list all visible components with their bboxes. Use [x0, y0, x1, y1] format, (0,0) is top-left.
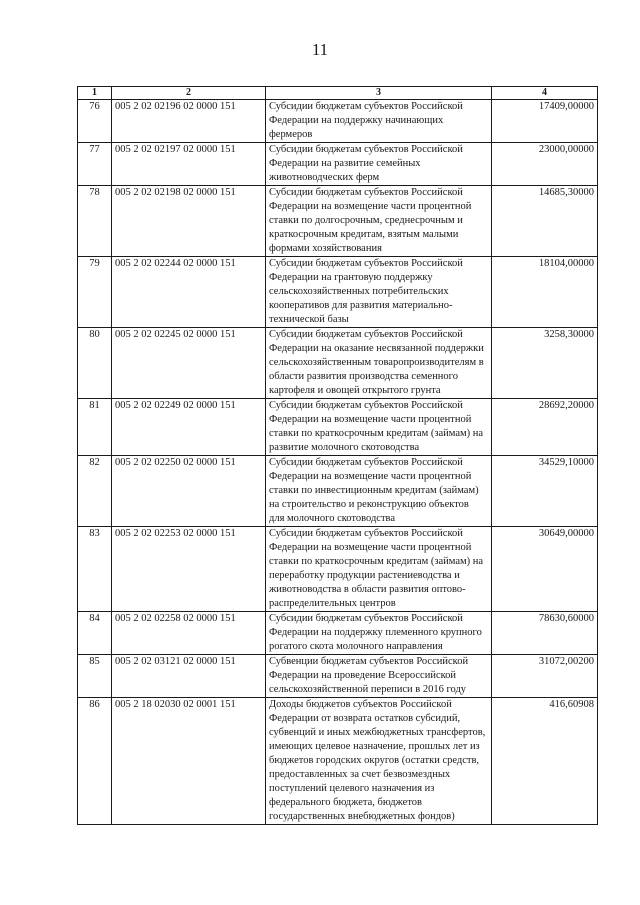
- revenue-name-line: субвенций и иных межбюджетных трансфертов,: [269, 727, 486, 738]
- amount: 416,60908: [492, 698, 598, 825]
- amount: 30649,00000: [492, 527, 598, 612]
- revenue-name-line: Субсидии бюджетам субъектов Российской: [269, 457, 463, 468]
- table-row: [78, 527, 598, 612]
- revenue-name-line: Субсидии бюджетам субъектов Российской: [269, 400, 463, 411]
- row-number: 83: [78, 527, 112, 612]
- table-row: [78, 399, 598, 456]
- revenue-name-line: фермеров: [269, 129, 313, 140]
- revenue-name-line: ставки по краткосрочным кредитам (займам) на: [269, 428, 484, 439]
- amount: 18104,00000: [492, 257, 598, 328]
- revenue-name-line: бюджетов городских округов (остатки средств,: [269, 755, 480, 766]
- revenue-name-line: области развития производства семенного: [269, 371, 458, 382]
- budget-code: 005 2 02 02245 02 0000 151: [112, 328, 266, 399]
- revenue-name-line: сельскохозяйственной переписи в 2016 году: [269, 684, 467, 695]
- revenue-name-line: животноводства в области развития оптово-: [269, 584, 466, 595]
- row-number: 79: [78, 257, 112, 328]
- revenue-name-line: Федерации на оказание несвязанной поддержки: [269, 343, 484, 354]
- revenue-name-line: ставки по инвестиционным кредитам (займам): [269, 485, 479, 496]
- revenue-name-line: поступлений целевого назначения из: [269, 783, 435, 794]
- table-row: [78, 328, 598, 399]
- budget-code: 005 2 02 02197 02 0000 151: [112, 143, 266, 186]
- budget-table: [77, 86, 598, 825]
- revenue-name-line: сельскохозяйственным товаропроизводителям в: [269, 357, 484, 368]
- revenue-name-line: ставки по краткосрочным кредитам (займам) на: [269, 556, 484, 567]
- revenue-name-line: Федерации от возврата остатков субсидий,: [269, 713, 461, 724]
- table-row: [78, 612, 598, 655]
- revenue-name-line: формами хозяйствования: [269, 243, 382, 254]
- revenue-name-line: технической базы: [269, 314, 349, 325]
- revenue-name: [266, 612, 492, 655]
- revenue-name-line: картофеля и овощей открытого грунта: [269, 385, 441, 396]
- amount: 14685,30000: [492, 186, 598, 257]
- revenue-name-line: развитие молочного скотоводства: [269, 442, 420, 453]
- revenue-name: [266, 655, 492, 698]
- budget-code: 005 2 02 02250 02 0000 151: [112, 456, 266, 527]
- amount: 78630,60000: [492, 612, 598, 655]
- budget-code: 005 2 02 02253 02 0000 151: [112, 527, 266, 612]
- revenue-name-line: Субсидии бюджетам субъектов Российской: [269, 187, 463, 198]
- header-col-1: 1: [78, 87, 112, 100]
- table-row: [78, 143, 598, 186]
- revenue-name: [266, 399, 492, 456]
- amount: 31072,00200: [492, 655, 598, 698]
- row-number: 76: [78, 100, 112, 143]
- budget-code: 005 2 02 02258 02 0000 151: [112, 612, 266, 655]
- revenue-name-line: Федерации на возмещение части процентной: [269, 471, 472, 482]
- revenue-name-line: кооперативов для развития материально-: [269, 300, 453, 311]
- revenue-name: [266, 186, 492, 257]
- revenue-name-line: краткосрочным кредитам, взятым малыми: [269, 229, 459, 240]
- amount: 28692,20000: [492, 399, 598, 456]
- revenue-name: [266, 100, 492, 143]
- revenue-name-line: рогатого скота молочного направления: [269, 641, 443, 652]
- amount: 17409,00000: [492, 100, 598, 143]
- row-number: 77: [78, 143, 112, 186]
- revenue-name-line: ставки по долгосрочным, среднесрочным и: [269, 215, 463, 226]
- row-number: 78: [78, 186, 112, 257]
- revenue-name-line: Субсидии бюджетам субъектов Российской: [269, 528, 463, 539]
- revenue-name: [266, 698, 492, 825]
- row-number: 82: [78, 456, 112, 527]
- budget-code: 005 2 02 02249 02 0000 151: [112, 399, 266, 456]
- budget-code: 005 2 02 02244 02 0000 151: [112, 257, 266, 328]
- budget-code: 005 2 02 03121 02 0000 151: [112, 655, 266, 698]
- revenue-name-line: Федерации на развитие семейных: [269, 158, 421, 169]
- amount: 3258,30000: [492, 328, 598, 399]
- row-number: 80: [78, 328, 112, 399]
- table-row: [78, 698, 598, 825]
- row-number: 84: [78, 612, 112, 655]
- header-col-4: 4: [492, 87, 598, 100]
- revenue-name: [266, 328, 492, 399]
- amount: 23000,00000: [492, 143, 598, 186]
- revenue-name-line: Субсидии бюджетам субъектов Российской: [269, 144, 463, 155]
- revenue-name: [266, 257, 492, 328]
- revenue-name-line: Субвенции бюджетам субъектов Российской: [269, 656, 469, 667]
- header-col-2: 2: [112, 87, 266, 100]
- budget-code: 005 2 02 02198 02 0000 151: [112, 186, 266, 257]
- revenue-name-line: Федерации на проведение Всероссийской: [269, 670, 457, 681]
- table-row: [78, 655, 598, 698]
- revenue-name-line: Федерации на возмещение части процентной: [269, 201, 472, 212]
- revenue-name-line: Федерации на возмещение части процентной: [269, 414, 472, 425]
- revenue-name-line: животноводческих ферм: [269, 172, 380, 183]
- budget-code: 005 2 18 02030 02 0001 151: [112, 698, 266, 825]
- revenue-name-line: Субсидии бюджетам субъектов Российской: [269, 329, 463, 340]
- amount: 34529,10000: [492, 456, 598, 527]
- revenue-name-line: федерального бюджета, бюджетов: [269, 797, 422, 808]
- revenue-name-line: Субсидии бюджетам субъектов Российской: [269, 613, 463, 624]
- revenue-name-line: Субсидии бюджетам субъектов Российской: [269, 101, 463, 112]
- table-row: [78, 186, 598, 257]
- revenue-name: [266, 456, 492, 527]
- table-header-row: [78, 87, 598, 100]
- revenue-name-line: сельскохозяйственных потребительских: [269, 286, 449, 297]
- row-number: 85: [78, 655, 112, 698]
- revenue-name-line: для молочного скотоводства: [269, 513, 396, 524]
- revenue-name: [266, 143, 492, 186]
- revenue-name-line: Субсидии бюджетам субъектов Российской: [269, 258, 463, 269]
- table-row: [78, 456, 598, 527]
- revenue-name-line: государственных внебюджетных фондов): [269, 811, 455, 822]
- revenue-name-line: Федерации на грантовую поддержку: [269, 272, 433, 283]
- revenue-name-line: предоставленных за счет безвозмездных: [269, 769, 451, 780]
- revenue-name-line: имеющих целевое назначение, прошлых лет из: [269, 741, 480, 752]
- table-body: [78, 100, 598, 825]
- revenue-name-line: распределительных центров: [269, 598, 396, 609]
- header-col-3: 3: [266, 87, 492, 100]
- revenue-name-line: Доходы бюджетов субъектов Российской: [269, 699, 452, 710]
- revenue-name-line: переработку продукции растениеводства и: [269, 570, 460, 581]
- revenue-name: [266, 527, 492, 612]
- row-number: 86: [78, 698, 112, 825]
- budget-code: 005 2 02 02196 02 0000 151: [112, 100, 266, 143]
- revenue-name-line: Федерации на поддержку начинающих: [269, 115, 444, 126]
- revenue-name-line: Федерации на возмещение части процентной: [269, 542, 472, 553]
- table-row: [78, 257, 598, 328]
- revenue-name-line: на строительство и реконструкцию объектов: [269, 499, 469, 510]
- page-number: 11: [311, 40, 329, 59]
- revenue-name-line: Федерации на поддержку племенного крупного: [269, 627, 482, 638]
- row-number: 81: [78, 399, 112, 456]
- table-row: [78, 100, 598, 143]
